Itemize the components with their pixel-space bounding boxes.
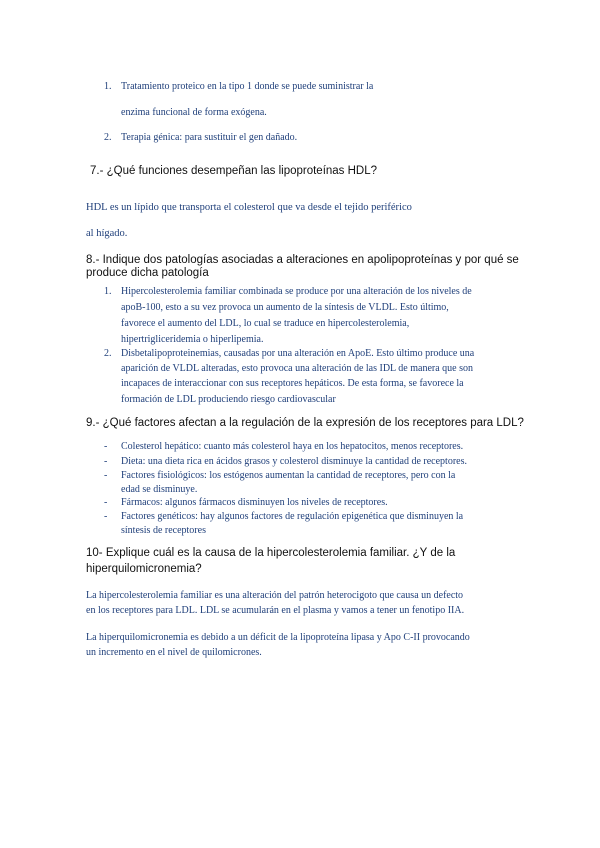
- list-item-line: edad se disminuye.: [121, 484, 198, 495]
- question-8-line: 8.- Indique dos patologías asociadas a alteraciones en apolipoproteínas y por qué se: [86, 254, 519, 266]
- answer-10-paragraph-1-line: en los receptores para LDL. LDL se acumularán en el plasma y vamos a tener un fenotipo IIA.: [86, 605, 465, 616]
- list-item-line: favorece el aumento del LDL, lo cual se traduce en hipercolesterolemia,: [121, 318, 410, 329]
- bullet-marker: -: [104, 497, 108, 508]
- list-item-line: incapaces de interaccionar con sus receptores hepáticos. De esta forma, se favorece la: [121, 378, 464, 389]
- list-item-line: Tratamiento proteico en la tipo 1 donde se puede suministrar la: [121, 81, 374, 92]
- list-item-line: síntesis de receptores: [121, 525, 206, 536]
- list-item-line: Colesterol hepático: cuanto más colesterol haya en los hepatocitos, menos receptores.: [121, 441, 464, 452]
- list-item-line: Disbetalipoproteinemias, causadas por una alteración en ApoE. Esto último produce una: [121, 348, 475, 359]
- bullet-marker: -: [104, 441, 108, 452]
- bullet-marker: -: [104, 456, 108, 467]
- list-item-line: Fármacos: algunos fármacos disminuyen los niveles de receptores.: [121, 497, 388, 508]
- bullet-marker: -: [104, 470, 108, 481]
- list-item-line: Hipercolesterolemia familiar combinada se produce por una alteración de los niveles de: [121, 286, 472, 297]
- answer-7-line: al hígado.: [86, 228, 128, 239]
- question-8-line: produce dicha patología: [86, 267, 209, 279]
- list-item-line: Factores genéticos: hay algunos factores de regulación epigenética que disminuyen la: [121, 511, 464, 522]
- answer-7-line: HDL es un lípido que transporta el colesterol que va desde el tejido periférico: [86, 202, 412, 213]
- list-item-line: Dieta: una dieta rica en ácidos grasos y colesterol disminuye la cantidad de receptores.: [121, 456, 467, 467]
- answer-10-paragraph-2-line: La hiperquilomicronemia es debido a un déficit de la lipoproteína lipasa y Apo C-II provocando: [86, 632, 470, 643]
- question-7: 7.- ¿Qué funciones desempeñan las lipoproteínas HDL?: [90, 165, 378, 177]
- list-item-line: Factores fisiológicos: los estógenos aumentan la cantidad de receptores, pero con la: [121, 470, 456, 481]
- bullet-marker: -: [104, 511, 108, 522]
- list-marker: 1.: [104, 81, 112, 92]
- answer-10-paragraph-2-line: un incremento en el nivel de quilomicrones.: [86, 647, 262, 658]
- question-9: 9.- ¿Qué factores afectan a la regulación de la expresión de los receptores para LDL?: [86, 417, 524, 429]
- list-item-line: hipertrigliceridemia o hiperlipemia.: [121, 334, 264, 345]
- list-marker: 1.: [104, 286, 112, 297]
- list-item-line: formación de LDL produciendo riesgo cardiovascular: [121, 394, 336, 405]
- list-marker: 2.: [104, 132, 112, 143]
- list-item-line: enzima funcional de forma exógena.: [121, 107, 267, 118]
- list-item-line: aparición de VLDL alteradas, esto provoca una alteración de las IDL de manera que son: [121, 363, 473, 374]
- list-marker: 2.: [104, 348, 112, 359]
- list-item-line: apoB-100, esto a su vez provoca un aumento de la síntesis de VLDL. Esto último,: [121, 302, 449, 313]
- question-10-line: hiperquilomicronemia?: [86, 563, 202, 575]
- answer-10-paragraph-1-line: La hipercolesterolemia familiar es una alteración del patrón heterocigoto que causa un defecto: [86, 590, 464, 601]
- question-10-line: 10- Explique cuál es la causa de la hipercolesterolemia familiar. ¿Y de la: [86, 547, 456, 559]
- list-item-line: Terapia génica: para sustituir el gen dañado.: [121, 132, 298, 143]
